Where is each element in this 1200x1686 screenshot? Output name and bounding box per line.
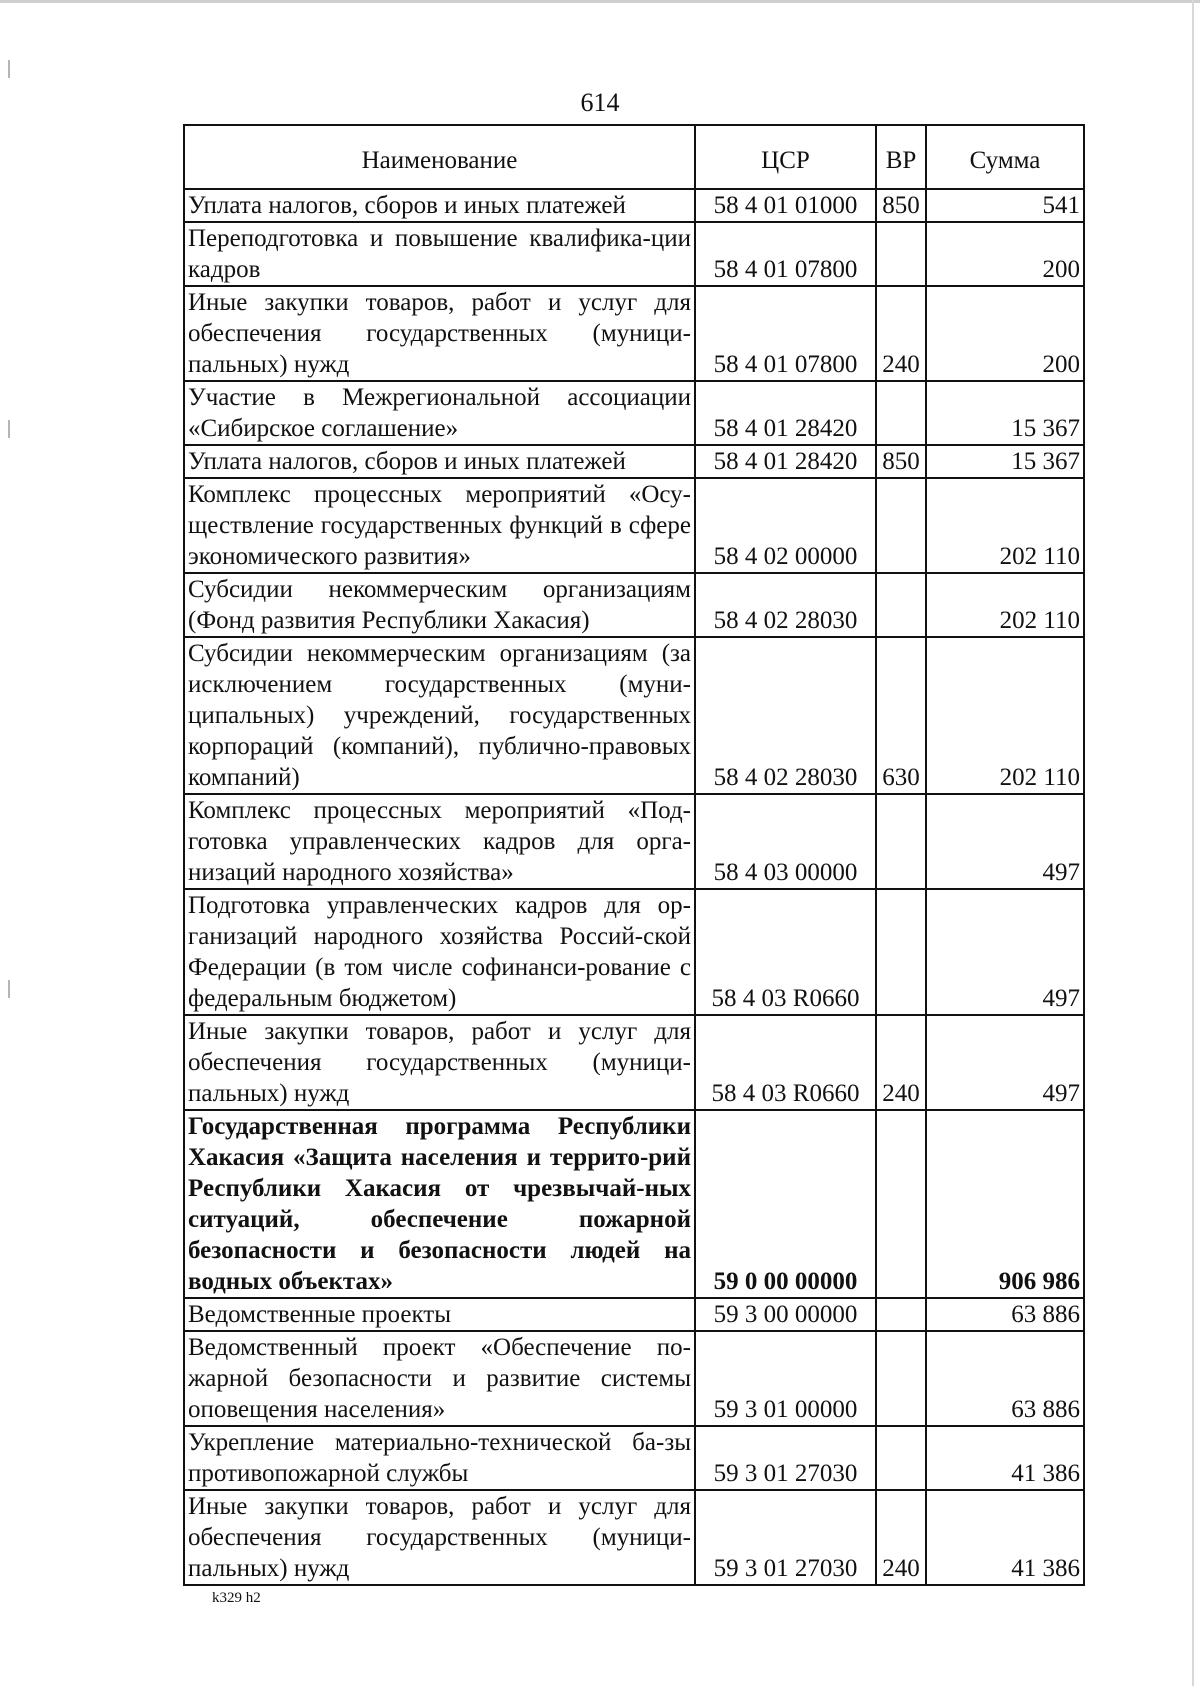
row-name: Ведомственный проект «Обеспечение по-жарной безопасности и развитие системы оповещения населения» <box>184 1331 695 1426</box>
header-vr: ВР <box>876 125 926 189</box>
row-csr: 58 4 01 28420 <box>695 381 876 445</box>
row-name: Участие в Межрегиональной ассоциации «Сибирское соглашение» <box>184 381 695 445</box>
table-row <box>184 381 1084 445</box>
row-sum: 15 367 <box>926 445 1084 478</box>
row-sum: 41 386 <box>926 1426 1084 1490</box>
table-row <box>184 222 1084 286</box>
row-name: Укрепление материально-технической ба-зы противопожарной службы <box>184 1426 695 1490</box>
row-name: Иные закупки товаров, работ и услуг для обеспечения государственных (муници-пальных) нужд <box>184 286 695 381</box>
table-row <box>184 889 1084 1015</box>
scan-mark <box>8 60 10 78</box>
row-name: Уплата налогов, сборов и иных платежей <box>184 189 695 222</box>
row-csr: 59 3 00 00000 <box>695 1298 876 1331</box>
table-row <box>184 794 1084 889</box>
table-row <box>184 1426 1084 1490</box>
table-header-row <box>184 125 1084 189</box>
scan-mark <box>8 980 10 998</box>
table-row <box>184 445 1084 478</box>
row-csr: 58 4 01 07800 <box>695 222 876 286</box>
row-csr: 58 4 01 28420 <box>695 445 876 478</box>
row-csr: 58 4 03 R0660 <box>695 889 876 1015</box>
table-row <box>184 1490 1084 1585</box>
row-name: Государственная программа Республики Хакасия «Защита населения и террито-рий Республики Хакасия от чрезвычай-ных ситуаций, обеспечение пожарной безопасности и безопасности людей на водных объектах» <box>184 1110 695 1298</box>
footer-code: k329 h2 <box>212 1590 261 1606</box>
row-sum: 497 <box>926 889 1084 1015</box>
row-csr: 58 4 02 28030 <box>695 637 876 794</box>
row-vr: 630 <box>876 637 926 794</box>
row-name: Переподготовка и повышение квалифика-ции кадров <box>184 222 695 286</box>
row-name: Комплекс процессных мероприятий «Осу-ществление государственных функций в сфере экономического развития» <box>184 478 695 573</box>
row-name: Субсидии некоммерческим организациям (за исключением государственных (муни-ципальных) учреждений, государственных корпораций (компаний), публично-правовых компаний) <box>184 637 695 794</box>
row-csr: 58 4 01 01000 <box>695 189 876 222</box>
row-csr: 58 4 03 R0660 <box>695 1015 876 1110</box>
row-sum: 63 886 <box>926 1298 1084 1331</box>
table-row <box>184 637 1084 794</box>
table-row <box>184 1015 1084 1110</box>
row-vr <box>876 1426 926 1490</box>
table-row <box>184 286 1084 381</box>
table-row <box>184 1110 1084 1298</box>
row-vr <box>876 222 926 286</box>
row-vr: 240 <box>876 286 926 381</box>
row-name: Иные закупки товаров, работ и услуг для обеспечения государственных (муници-пальных) нужд <box>184 1490 695 1585</box>
row-csr: 59 3 01 27030 <box>695 1426 876 1490</box>
page-number: 614 <box>580 88 620 117</box>
row-csr: 59 0 00 00000 <box>695 1110 876 1298</box>
table-row <box>184 1298 1084 1331</box>
row-csr: 58 4 02 28030 <box>695 573 876 637</box>
table-row <box>184 189 1084 222</box>
scan-edge-top <box>0 0 1200 3</box>
budget-table <box>183 124 1085 1586</box>
row-sum: 41 386 <box>926 1490 1084 1585</box>
row-csr: 58 4 03 00000 <box>695 794 876 889</box>
row-name: Ведомственные проекты <box>184 1298 695 1331</box>
row-sum: 497 <box>926 1015 1084 1110</box>
row-vr <box>876 889 926 1015</box>
row-sum: 906 986 <box>926 1110 1084 1298</box>
table-row <box>184 1331 1084 1426</box>
row-vr <box>876 1298 926 1331</box>
row-name: Комплекс процессных мероприятий «Под-готовка управленческих кадров для орга-низаций народного хозяйства» <box>184 794 695 889</box>
scan-mark <box>8 420 10 438</box>
header-name: Наименование <box>184 125 695 189</box>
row-sum: 202 110 <box>926 637 1084 794</box>
row-vr <box>876 573 926 637</box>
row-name: Субсидии некоммерческим организациям (Фонд развития Республики Хакасия) <box>184 573 695 637</box>
row-vr: 850 <box>876 445 926 478</box>
table-body <box>184 189 1084 1585</box>
row-sum: 202 110 <box>926 478 1084 573</box>
row-name: Уплата налогов, сборов и иных платежей <box>184 445 695 478</box>
row-name: Подготовка управленческих кадров для ор-ганизаций народного хозяйства Россий-ской Федерации (в том числе софинанси-рование с федеральным бюджетом) <box>184 889 695 1015</box>
row-sum: 15 367 <box>926 381 1084 445</box>
row-vr <box>876 794 926 889</box>
table-row <box>184 573 1084 637</box>
row-sum: 200 <box>926 222 1084 286</box>
row-vr <box>876 1331 926 1426</box>
row-csr: 58 4 02 00000 <box>695 478 876 573</box>
row-vr <box>876 1110 926 1298</box>
row-csr: 58 4 01 07800 <box>695 286 876 381</box>
row-vr: 240 <box>876 1015 926 1110</box>
row-vr <box>876 381 926 445</box>
row-csr: 59 3 01 00000 <box>695 1331 876 1426</box>
scan-edge-right <box>1192 0 1194 1686</box>
row-name: Иные закупки товаров, работ и услуг для обеспечения государственных (муници-пальных) нужд <box>184 1015 695 1110</box>
table-row <box>184 478 1084 573</box>
header-csr: ЦСР <box>695 125 876 189</box>
row-sum: 202 110 <box>926 573 1084 637</box>
row-vr: 240 <box>876 1490 926 1585</box>
header-sum: Сумма <box>926 125 1084 189</box>
row-sum: 63 886 <box>926 1331 1084 1426</box>
row-sum: 200 <box>926 286 1084 381</box>
row-vr <box>876 478 926 573</box>
row-vr: 850 <box>876 189 926 222</box>
row-sum: 497 <box>926 794 1084 889</box>
row-sum: 541 <box>926 189 1084 222</box>
row-csr: 59 3 01 27030 <box>695 1490 876 1585</box>
